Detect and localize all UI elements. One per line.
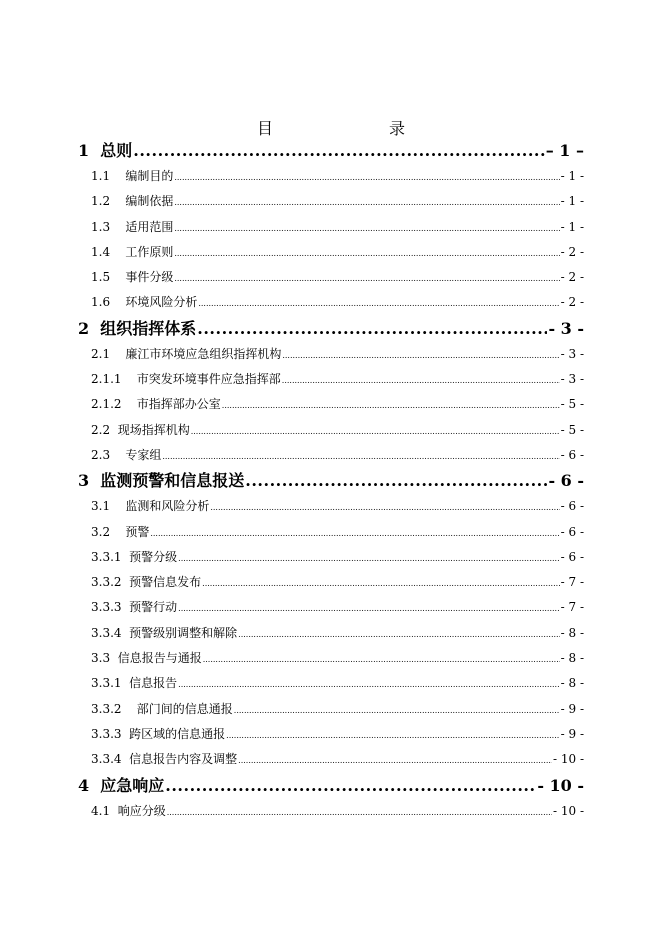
toc-page-number: - 2 - [560,244,584,259]
toc-dot-leader [174,165,559,190]
toc-dot-leader [203,647,560,672]
toc-section-entry[interactable] [78,418,584,443]
toc-dot-leader [282,368,560,393]
toc-entry-label: 4 应急响应 [78,775,165,795]
toc-page-number: - 3 - [548,318,584,338]
toc-entry-label: 3.3.2 预警信息发布 [91,575,202,590]
toc-dot-leader [133,138,544,164]
toc-entry-label: 3.3.1 预警分级 [91,549,178,564]
toc-page-number: - 6 - [548,471,584,491]
toc-entry-label: 3.3 信息报告与通报 [91,651,202,666]
toc-entry-label: 3 监测预警和信息报送 [78,471,245,491]
toc-entry-label: 2.1.2 市指挥部办公室 [91,397,221,412]
toc-dot-leader [238,622,559,647]
toc-section-entry[interactable] [78,215,584,240]
toc-section-entry[interactable] [78,494,584,519]
toc-dot-leader [162,444,559,469]
toc-section-entry[interactable] [78,595,584,620]
toc-page-number: - 2 - [560,270,584,285]
toc-page-number: - 6 - [560,524,584,539]
toc-dot-leader [191,419,560,444]
toc-dot-leader [174,216,559,241]
toc-dot-leader [178,546,559,571]
toc-entry-label: 1.3 适用范围 [91,219,174,234]
toc-entry-label: 3.3.2 部门间的信息通报 [91,701,233,716]
toc-entry-label: 3.1 监测和风险分析 [91,499,210,514]
toc-dot-leader [202,571,559,596]
toc-entry-label: 3.3.3 预警行动 [91,600,178,615]
toc-section-entry[interactable] [78,545,584,570]
toc-dot-leader [178,672,559,697]
toc-entry-label: 1.4 工作原则 [91,244,174,259]
toc-page-number: - 8 - [560,676,584,691]
toc-chapter-entry[interactable] [78,773,584,799]
toc-section-entry[interactable] [78,265,584,290]
toc-entry-label: 1.6 环境风险分析 [91,295,198,310]
toc-entry-label: 1 总则 [78,141,133,160]
toc-page-number: - 10 - [537,775,584,795]
toc-entry-label: 3.3.4 预警级别调整和解除 [91,625,238,640]
toc-section-entry[interactable] [78,646,584,671]
toc-section-entry[interactable] [78,520,584,545]
toc-page-number: - 3 - [560,346,584,361]
toc-chapter-entry[interactable] [78,138,584,164]
toc-page-number: - 10 - [552,752,584,767]
toc-section-entry[interactable] [78,367,584,392]
toc-page-number: - 1 - [560,194,584,209]
toc-chapter-entry[interactable] [78,468,584,494]
toc-section-entry[interactable] [78,443,584,468]
toc-section-entry[interactable] [78,722,584,747]
toc-page-number: - 9 - [560,726,584,741]
toc-page-number: – 1 – [545,141,584,160]
toc-dot-leader [226,723,559,748]
toc-page-number: - 3 - [560,372,584,387]
toc-entry-label: 3.3.3 跨区域的信息通报 [91,726,226,741]
toc-section-entry[interactable] [78,240,584,265]
toc-page-number: - 5 - [560,397,584,412]
toc-page-number: - 7 - [560,575,584,590]
toc-page-number: - 2 - [560,295,584,310]
toc-dot-leader [178,596,559,621]
toc-page-number: - 8 - [560,651,584,666]
toc-entry-label: 3.2 预警 [91,524,150,539]
toc-section-entry[interactable] [78,290,584,315]
toc-page-number: - 1 - [560,169,584,183]
toc-dot-leader [174,241,559,266]
toc-dot-leader [198,291,559,316]
toc-entry-label: 4.1 响应分级 [91,803,166,818]
toc-dot-leader [234,698,560,723]
toc-page-number: - 5 - [560,422,584,437]
table-of-contents [78,138,584,824]
toc-page-number: - 9 - [560,701,584,716]
toc-section-entry[interactable] [78,621,584,646]
toc-entry-label: 2 组织指挥体系 [78,318,197,338]
toc-page-number: - 6 - [560,447,584,462]
toc-section-entry[interactable] [78,392,584,417]
toc-entry-label: 3.3.4 信息报告内容及调整 [91,752,238,767]
toc-title: 目 录 [256,119,433,138]
toc-entry-label: 2.1.1 市突发环境事件应急指挥部 [91,372,281,387]
toc-dot-leader [174,266,559,291]
toc-section-entry[interactable] [78,747,584,772]
toc-section-entry[interactable] [78,342,584,367]
toc-page-number: - 6 - [560,549,584,564]
toc-page-number: - 7 - [560,600,584,615]
toc-dot-leader [167,800,552,825]
toc-section-entry[interactable] [78,799,584,824]
toc-section-entry[interactable] [78,697,584,722]
toc-dot-leader [174,190,559,215]
toc-entry-label: 2.3 专家组 [91,447,162,462]
toc-page-number: - 10 - [552,803,584,818]
toc-dot-leader [165,773,536,799]
toc-section-entry[interactable] [78,164,584,189]
toc-dot-leader [150,521,559,546]
toc-dot-leader [282,343,559,368]
toc-dot-leader [197,316,547,342]
toc-page-number: - 6 - [560,499,584,514]
toc-chapter-entry[interactable] [78,316,584,342]
toc-entry-label: 2.2 现场指挥机构 [91,422,190,437]
toc-entry-label: 1.5 事件分级 [91,270,174,285]
toc-entry-label: 3.3.1 信息报告 [91,676,178,691]
toc-section-entry[interactable] [78,570,584,595]
toc-section-entry[interactable] [78,189,584,214]
toc-entry-label: 1.2 编制依据 [91,194,174,209]
toc-entry-label: 2.1 廉江市环境应急组织指挥机构 [91,346,282,361]
toc-entry-label: 1.1 编制目的 [91,169,174,183]
toc-page-number: - 8 - [560,625,584,640]
toc-section-entry[interactable] [78,671,584,696]
toc-dot-leader [245,468,547,494]
toc-page-number: - 1 - [560,219,584,234]
toc-dot-leader [238,748,552,773]
toc-dot-leader [210,495,559,520]
toc-dot-leader [222,393,560,418]
